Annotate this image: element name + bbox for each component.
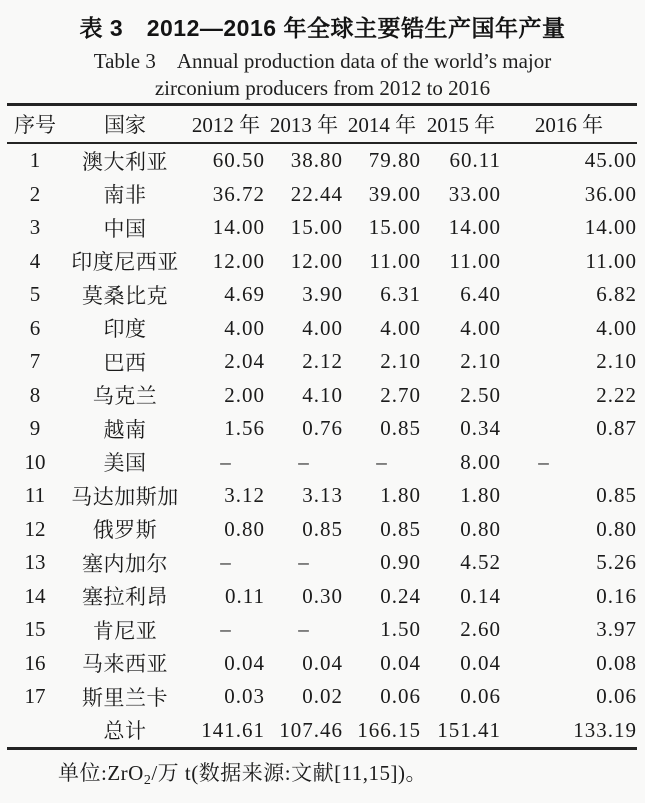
table-header [7, 105, 637, 144]
column-header-2013: 2013 年 [269, 113, 339, 137]
value-2015: 0.80 [460, 516, 501, 541]
row-index [7, 714, 63, 749]
table-row [7, 178, 637, 212]
row-index: 13 [24, 550, 46, 575]
country-name: 斯里兰卡 [82, 685, 168, 710]
value-2015: 2.10 [460, 349, 501, 374]
row-index: 1 [29, 148, 41, 173]
table-row [7, 613, 637, 647]
table-row [7, 278, 637, 312]
value-2014: 0.04 [380, 650, 421, 675]
value-2013: 0.02 [302, 684, 343, 709]
value-2012: – [220, 550, 232, 575]
value-2012: 3.12 [224, 483, 265, 508]
paper-page [0, 13, 645, 803]
value-2012: 2.04 [224, 349, 265, 374]
value-2012: – [220, 617, 232, 642]
table-row [7, 211, 637, 245]
value-2014: 2.70 [380, 382, 421, 407]
country-name: 越南 [103, 417, 147, 442]
value-2015: 2.60 [460, 617, 501, 642]
value-2014: 0.90 [380, 550, 421, 575]
value-2015: 60.11 [449, 148, 501, 173]
value-2016: 5.26 [596, 550, 637, 575]
country-name: 肯尼亚 [92, 618, 158, 643]
value-2013: – [298, 617, 310, 642]
country-name: 南非 [103, 183, 147, 208]
column-header-2012: 2012 年 [191, 113, 261, 137]
column-header-country: 国家 [104, 113, 146, 137]
country-name: 俄罗斯 [92, 518, 158, 543]
value-2013: 3.13 [302, 483, 343, 508]
country-name: 马来西亚 [82, 652, 168, 677]
table-caption-english-line2: zirconium producers from 2012 to 2016 [154, 76, 491, 100]
row-index: 3 [29, 215, 41, 240]
country-name: 美国 [103, 451, 147, 476]
value-2013: 3.90 [302, 282, 343, 307]
value-2016: 0.80 [596, 516, 637, 541]
value-2012: 2.00 [224, 382, 265, 407]
value-2013: 4.00 [302, 315, 343, 340]
value-2016: 3.97 [596, 617, 637, 642]
table-footnote [58, 757, 645, 787]
value-2013: – [298, 449, 310, 474]
row-index: 2 [29, 181, 41, 206]
country-name: 乌克兰 [92, 384, 158, 409]
value-2015: 0.14 [460, 583, 501, 608]
value-2014: 0.06 [380, 684, 421, 709]
table-row [7, 580, 637, 614]
value-2012: 4.00 [224, 315, 265, 340]
value-2014: 166.15 [357, 717, 421, 742]
table-row [7, 245, 637, 279]
value-2013: 38.80 [290, 148, 343, 173]
value-2016: 0.16 [596, 583, 637, 608]
country-name: 总计 [103, 719, 147, 744]
value-2012: 0.03 [224, 684, 265, 709]
value-2016: 0.85 [596, 483, 637, 508]
column-header-index: 序号 [14, 113, 56, 137]
value-2016: 2.10 [596, 349, 637, 374]
column-header-2015: 2015 年 [426, 113, 496, 137]
value-2014: – [376, 449, 388, 474]
column-header-2014: 2014 年 [347, 113, 417, 137]
header-row [7, 105, 637, 144]
value-2013: 2.12 [302, 349, 343, 374]
value-2016: 0.87 [596, 416, 637, 441]
country-name: 印度 [103, 317, 147, 342]
value-2012: 0.80 [224, 516, 265, 541]
value-2015: 6.40 [460, 282, 501, 307]
table-caption-chinese: 表 3 2012—2016 年全球主要锆生产国年产量 [79, 15, 566, 41]
value-2013: 107.46 [279, 717, 343, 742]
table-row [7, 345, 637, 379]
value-2014: 0.85 [380, 516, 421, 541]
value-2014: 4.00 [380, 315, 421, 340]
row-index: 15 [24, 617, 46, 642]
table-row [7, 680, 637, 714]
row-index: 12 [24, 516, 46, 541]
value-2016: 4.00 [596, 315, 637, 340]
value-2016: 133.19 [573, 717, 637, 742]
row-index: 4 [29, 248, 41, 273]
row-index: 10 [24, 449, 46, 474]
country-name: 印度尼西亚 [71, 250, 179, 275]
table-row [7, 143, 637, 178]
table-row [7, 647, 637, 681]
value-2016: – [538, 449, 550, 474]
value-2012: 12.00 [212, 248, 265, 273]
value-2012: 4.69 [224, 282, 265, 307]
value-2016: 14.00 [584, 215, 637, 240]
value-2012: 141.61 [201, 717, 265, 742]
value-2014: 6.31 [380, 282, 421, 307]
value-2015: 151.41 [437, 717, 501, 742]
value-2014: 1.80 [380, 483, 421, 508]
value-2015: 8.00 [460, 449, 501, 474]
row-index: 17 [24, 684, 46, 709]
value-2015: 0.34 [460, 416, 501, 441]
value-2012: 0.11 [225, 583, 265, 608]
value-2012: 36.72 [212, 181, 265, 206]
value-2013: 0.04 [302, 650, 343, 675]
value-2015: 33.00 [448, 181, 501, 206]
value-2016: 45.00 [584, 148, 637, 173]
value-2014: 0.85 [380, 416, 421, 441]
row-index: 14 [24, 583, 46, 608]
value-2014: 39.00 [368, 181, 421, 206]
value-2016: 36.00 [584, 181, 637, 206]
footnote-unit-prefix: 单位:ZrO [58, 761, 144, 785]
country-name: 马达加斯加 [71, 484, 179, 509]
footnote-unit-suffix: /万 t(数据来源:文献[11,15])。 [151, 761, 428, 785]
value-2012: 60.50 [212, 148, 265, 173]
row-index: 8 [29, 382, 41, 407]
value-2016: 6.82 [596, 282, 637, 307]
value-2013: 12.00 [290, 248, 343, 273]
value-2015: 11.00 [449, 248, 501, 273]
zirconium-production-table [7, 103, 637, 750]
country-name: 莫桑比克 [82, 283, 168, 308]
value-2014: 15.00 [368, 215, 421, 240]
value-2013: – [298, 550, 310, 575]
value-2014: 2.10 [380, 349, 421, 374]
value-2016: 2.22 [596, 382, 637, 407]
total-row [7, 714, 637, 749]
table-row [7, 446, 637, 480]
value-2013: 22.44 [290, 181, 343, 206]
value-2015: 14.00 [448, 215, 501, 240]
value-2015: 0.06 [460, 684, 501, 709]
value-2014: 1.50 [380, 617, 421, 642]
row-index: 9 [29, 416, 41, 441]
country-name: 塞内加尔 [82, 551, 168, 576]
value-2015: 0.04 [460, 650, 501, 675]
table-row [7, 513, 637, 547]
footnote-subscript: 2 [143, 773, 152, 788]
value-2012: – [220, 449, 232, 474]
value-2013: 4.10 [302, 382, 343, 407]
value-2016: 0.08 [596, 650, 637, 675]
row-index: 6 [29, 315, 41, 340]
column-header-2016: 2016 年 [534, 113, 604, 137]
value-2014: 11.00 [369, 248, 421, 273]
row-index: 11 [24, 483, 46, 508]
value-2012: 0.04 [224, 650, 265, 675]
country-name: 中国 [103, 216, 147, 241]
value-2013: 0.85 [302, 516, 343, 541]
value-2016: 0.06 [596, 684, 637, 709]
value-2016: 11.00 [585, 248, 637, 273]
value-2013: 15.00 [290, 215, 343, 240]
country-name: 塞拉利昂 [82, 585, 168, 610]
value-2012: 14.00 [212, 215, 265, 240]
table-row [7, 546, 637, 580]
table-row [7, 379, 637, 413]
value-2014: 0.24 [380, 583, 421, 608]
row-index: 7 [29, 349, 41, 374]
table-body [7, 143, 637, 749]
table-caption-english-line1: Table 3 Annual production data of the world’s major [93, 49, 552, 73]
country-name: 巴西 [103, 350, 147, 375]
country-name: 澳大利亚 [82, 149, 168, 174]
value-2013: 0.30 [302, 583, 343, 608]
value-2015: 2.50 [460, 382, 501, 407]
value-2015: 4.52 [460, 550, 501, 575]
value-2012: 1.56 [224, 416, 265, 441]
table-row [7, 479, 637, 513]
value-2015: 1.80 [460, 483, 501, 508]
value-2014: 79.80 [368, 148, 421, 173]
row-index: 5 [29, 282, 41, 307]
table-row [7, 312, 637, 346]
table-row [7, 412, 637, 446]
row-index: 16 [24, 650, 46, 675]
value-2015: 4.00 [460, 315, 501, 340]
value-2013: 0.76 [302, 416, 343, 441]
